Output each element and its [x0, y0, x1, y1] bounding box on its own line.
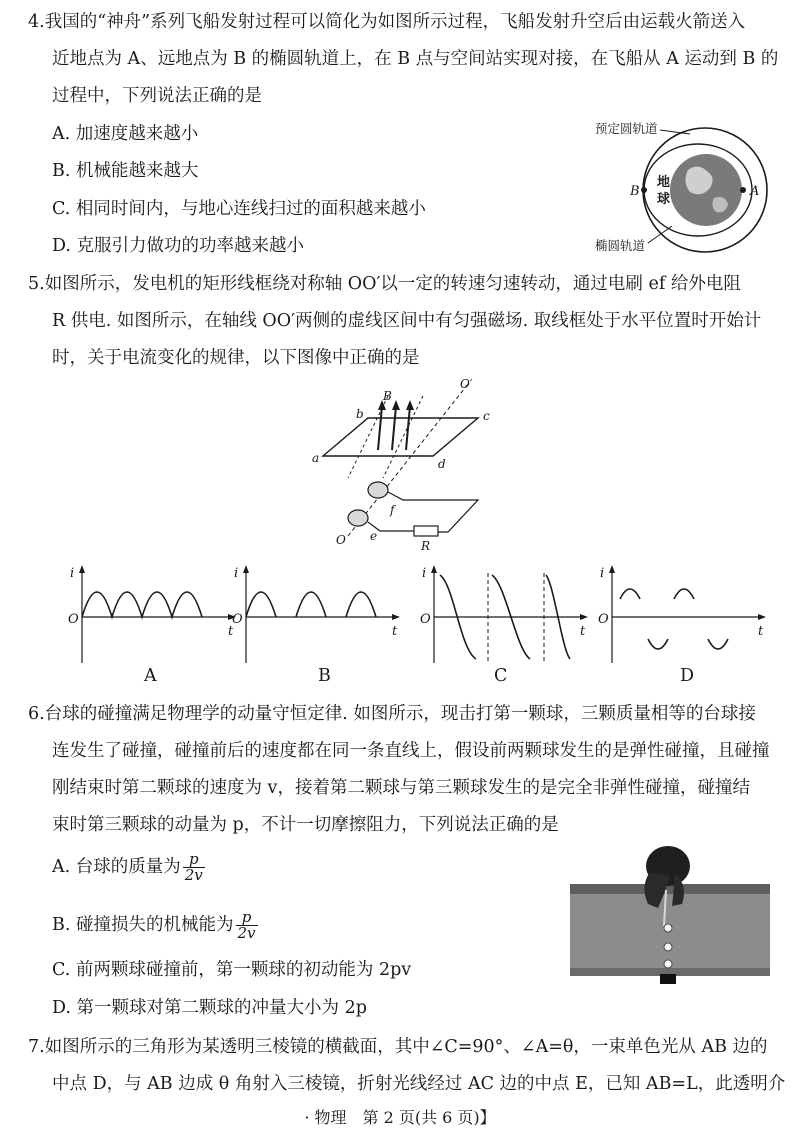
fraction-p-over-2v-b: $\frac{p}{2v}$: [237, 908, 256, 942]
graph-c: [420, 565, 590, 665]
graph-b-t: t: [392, 624, 398, 639]
slip-ring-2: [348, 510, 368, 526]
label-b-field: B: [383, 389, 392, 403]
graph-a-label: A: [144, 666, 157, 686]
graph-d-i: i: [600, 566, 605, 581]
label-f: f: [390, 503, 395, 517]
graph-b-curve: [246, 592, 376, 617]
q7-line-1: 7.如图所示的三角形为某透明三棱镜的横截面，其中∠C=90°、∠A=θ，一束单色光从 AB 边的: [28, 1037, 768, 1057]
q6-line-2: 连发生了碰撞，碰撞前后的速度都在同一条直线上，假设前两颗球发生的是弹性碰撞，且碰撞: [52, 741, 770, 761]
q6-line-4: 束时第三颗球的动量为 p，不计一切摩擦阻力，下列说法正确的是: [52, 815, 559, 835]
graph-b-label: B: [318, 666, 331, 686]
q4-option-d: D. 克服引力做功的功率越来越小: [52, 236, 305, 256]
graph-b-o: O: [232, 612, 243, 627]
circular-orbit-label: 预定圆轨道: [595, 121, 658, 136]
q7-line-2: 中点 D，与 AB 边成 θ 角射入三棱镜，折射光线经过 AC 边的中点 E，已知 AB=L，此透明介: [52, 1074, 786, 1094]
q6-option-d: D. 第一颗球对第二颗球的冲量大小为 2p: [52, 998, 367, 1018]
graph-b: [232, 565, 402, 665]
label-c: c: [483, 409, 490, 423]
graph-b-i: i: [234, 566, 239, 581]
graph-c-label: C: [494, 666, 508, 686]
q5-line-3: 时，关于电流变化的规律，以下图像中正确的是: [52, 348, 420, 368]
graph-d-t: t: [758, 624, 764, 639]
graph-c-t: t: [580, 624, 586, 639]
point-a-dot: [740, 187, 746, 193]
label-r: R: [421, 539, 431, 553]
point-a-label: A: [750, 184, 760, 199]
label-o-prime: O′: [460, 377, 473, 391]
graph-d: [598, 565, 768, 665]
q6-option-c: C. 前两颗球碰撞前，第一颗球的初动能为 2pv: [52, 960, 412, 980]
label-o: O: [336, 533, 346, 547]
graph-a-t: t: [228, 624, 234, 639]
graph-c-i: i: [422, 566, 427, 581]
point-b-dot: [641, 187, 647, 193]
ball-2: [664, 943, 672, 951]
graph-d-curve: [620, 589, 728, 649]
billiards-photo: [570, 846, 770, 986]
label-b: b: [356, 407, 364, 421]
q4-option-a: A. 加速度越来越小: [52, 124, 199, 144]
point-b-label: B: [630, 184, 640, 199]
q4-line-1: 4.我国的“神舟”系列飞船发射过程可以简化为如图所示过程，飞船发射升空后由运载火箭送入: [28, 12, 746, 32]
q6-option-b: B. 碰撞损失的机械能为 $\frac{p}{2v}$: [52, 908, 256, 942]
q4-line-3: 过程中，下列说法正确的是: [52, 86, 262, 106]
graph-c-o: O: [420, 612, 431, 627]
slip-ring-1: [368, 482, 388, 498]
label-d: d: [438, 457, 446, 471]
q6-line-3: 刚结束时第二颗球的速度为 v，接着第二颗球与第三颗球发生的是完全非弹性碰撞，碰撞结: [52, 778, 750, 798]
q4-line-2: 近地点为 A、远地点为 B 的椭圆轨道上，在 B 点与空间站实现对接，在飞船从 A 运动到 B 的: [52, 49, 779, 69]
q6-line-1: 6.台球的碰撞满足物理学的动量守恒定律. 如图所示，现击打第一颗球，三颗质量相等的台球接: [28, 704, 756, 724]
graph-d-label: D: [680, 666, 695, 686]
page-footer: · 物理 第 2 页(共 6 页)】: [304, 1108, 496, 1127]
ball-1: [664, 924, 672, 932]
graph-a-curve: [82, 592, 202, 617]
graph-a-o: O: [68, 612, 79, 627]
q4-option-b: B. 机械能越来越大: [52, 161, 199, 181]
q5-line-2: R 供电. 如图所示，在轴线 OO′两侧的虚线区间中有匀强磁场. 取线框处于水平位置时开始计: [52, 311, 762, 331]
table-pocket: [660, 974, 676, 984]
graph-a: [68, 565, 238, 665]
q5-line-1: 5.如图所示，发电机的矩形线框绕对称轴 OO′以一定的转速匀速转动，通过电刷 ef 给外电阻: [28, 274, 741, 294]
generator-figure: [312, 377, 498, 553]
earth-label-1: 地: [657, 175, 671, 190]
earth-label-2: 球: [657, 192, 671, 207]
label-a: a: [312, 451, 320, 465]
rectangular-coil: [323, 418, 478, 456]
q4-option-c: C. 相同时间内，与地心连线扫过的面积越来越小: [52, 199, 426, 219]
ball-3: [664, 960, 672, 968]
fraction-p-over-2v: $\frac{p}{2v}$: [184, 850, 203, 884]
graph-d-o: O: [598, 612, 609, 627]
orbit-figure: [590, 118, 780, 258]
elliptical-orbit-label: 椭圆轨道: [595, 238, 646, 253]
resistor-icon: [414, 526, 438, 536]
q6-option-a: A. 台球的质量为 $\frac{p}{2v}$: [52, 850, 203, 884]
label-e: e: [370, 529, 378, 543]
graph-a-i: i: [70, 566, 75, 581]
